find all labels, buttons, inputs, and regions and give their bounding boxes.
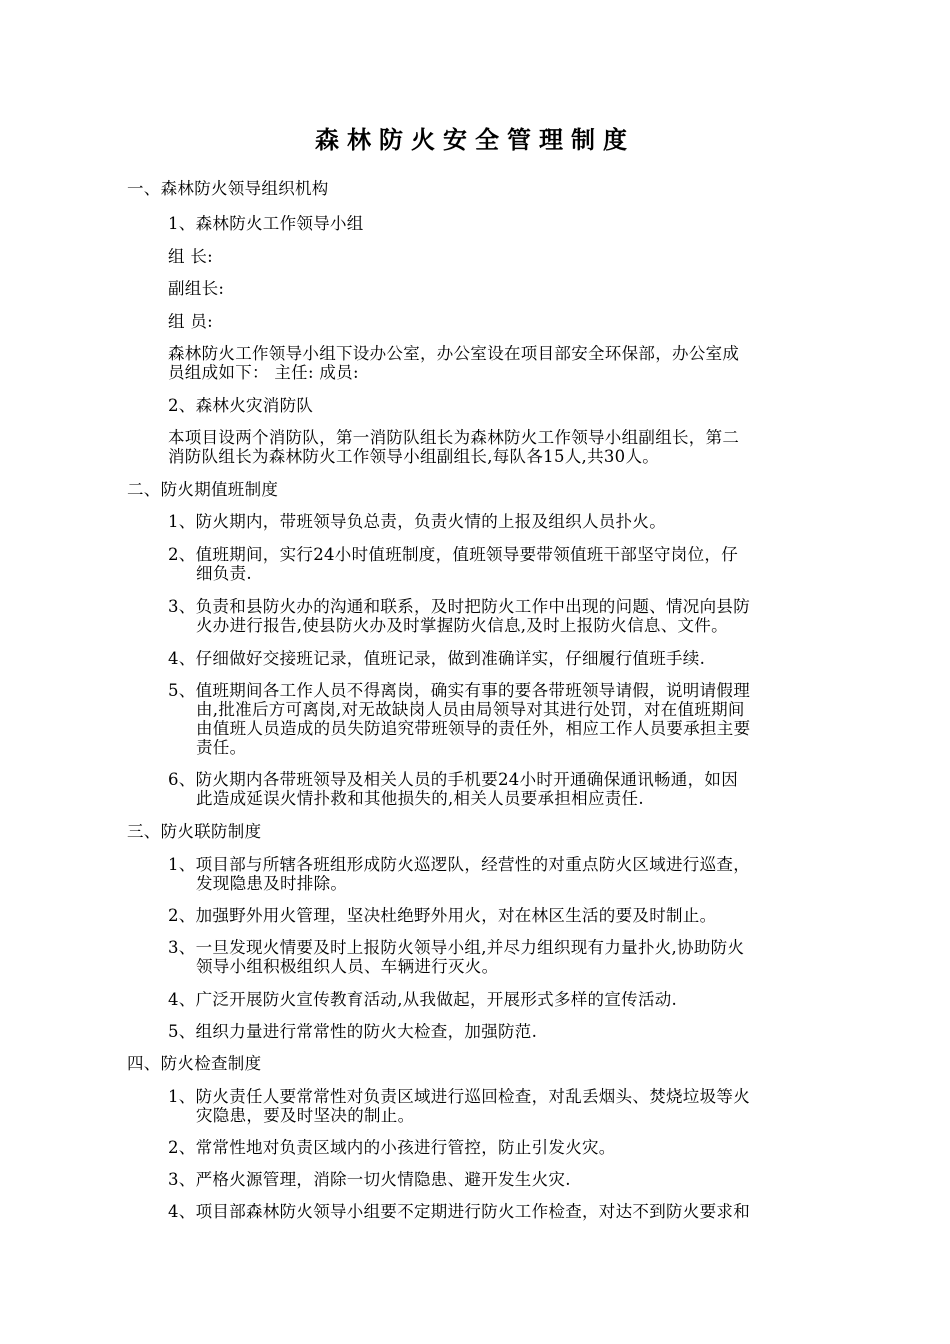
- list-item: 4、项目部森林防火领导小组要不定期进行防火工作检查，对达不到防火要求和: [168, 1202, 750, 1221]
- list-item-continuation: 细负责.: [196, 564, 252, 583]
- list-item: 5、组织力量进行常常性的防火大检查，加强防范.: [168, 1022, 538, 1041]
- paragraph-line: 森林防火工作领导小组下设办公室，办公室设在项目部安全环保部，办公室成: [168, 344, 740, 363]
- list-item: 3、一旦发现火情要及时上报防火领导小组,并尽力组织现有力量扑火,协助防火: [168, 938, 745, 957]
- list-item: 1、防火责任人要常常性对负责区域进行巡回检查，对乱丢烟头、焚烧垃圾等火: [168, 1087, 750, 1106]
- list-item: 2、常常性地对负责区域内的小孩进行管控，防止引发火灾。: [168, 1138, 616, 1157]
- section-heading: 四、防火检查制度: [127, 1054, 262, 1073]
- list-item: 4、仔细做好交接班记录，值班记录，做到准确详实，仔细履行值班手续.: [168, 649, 706, 668]
- subsection-heading: 2、森林火灾消防队: [168, 396, 314, 415]
- list-item-continuation: 火办进行报告,使县防火办及时掌握防火信息,及时上报防火信息、文件。: [196, 616, 728, 635]
- list-item-continuation: 此造成延误火情扑救和其他损失的,相关人员要承担相应责任.: [196, 789, 644, 808]
- list-item: 3、严格火源管理，消除一切火情隐患、避开发生火灾.: [168, 1170, 571, 1189]
- document-title: 森林防火安全管理制度: [315, 125, 635, 154]
- section-heading: 一、森林防火领导组织机构: [127, 179, 329, 198]
- list-item: 2、加强野外用火管理，坚决杜绝野外用火，对在林区生活的要及时制止。: [168, 906, 717, 925]
- section-heading: 二、防火期值班制度: [127, 480, 279, 499]
- subsection-heading: 1、森林防火工作领导小组: [168, 214, 364, 233]
- paragraph-line: 员组成如下： 主任: 成员:: [168, 363, 359, 382]
- list-item-continuation: 责任。: [196, 738, 247, 757]
- list-item: 1、防火期内，带班领导负总责，负责火情的上报及组织人员扑火。: [168, 512, 666, 531]
- list-item-continuation: 灾隐患，要及时坚决的制止。: [196, 1106, 415, 1125]
- list-item-continuation: 领导小组积极组织人员、车辆进行灭火。: [196, 957, 499, 976]
- section-heading: 三、防火联防制度: [127, 822, 262, 841]
- paragraph-line: 消防队组长为森林防火工作领导小组副组长,每队各15人,共30人。: [168, 447, 660, 466]
- paragraph-line: 本项目设两个消防队，第一消防队组长为森林防火工作领导小组副组长，第二: [168, 428, 740, 447]
- paragraph-line: 组 员:: [168, 312, 214, 331]
- list-item: 6、防火期内各带班领导及相关人员的手机要24小时开通确保通讯畅通，如因: [168, 770, 738, 789]
- list-item: 3、负责和县防火办的沟通和联系，及时把防火工作中出现的问题、情况向县防: [168, 597, 750, 616]
- list-item: 1、项目部与所辖各班组形成防火巡逻队，经营性的对重点防火区域进行巡查，: [168, 855, 750, 874]
- list-item-continuation: 发现隐患及时排除。: [196, 874, 348, 893]
- list-item: 4、广泛开展防火宣传教育活动,从我做起，开展形式多样的宣传活动.: [168, 990, 678, 1009]
- list-item: 2、值班期间，实行24小时值班制度，值班领导要带领值班干部坚守岗位，仔: [168, 545, 738, 564]
- paragraph-line: 组 长:: [168, 247, 214, 266]
- list-item: 5、值班期间各工作人员不得离岗，确实有事的要各带班领导请假，说明请假理: [168, 681, 750, 700]
- list-item-continuation: 由,批准后方可离岗,对无故缺岗人员由局领导对其进行处罚，对在值班期间: [196, 700, 745, 719]
- list-item-continuation: 由值班人员造成的员失防追究带班领导的责任外，相应工作人员要承担主要: [196, 719, 751, 738]
- paragraph-line: 副组长:: [168, 279, 225, 298]
